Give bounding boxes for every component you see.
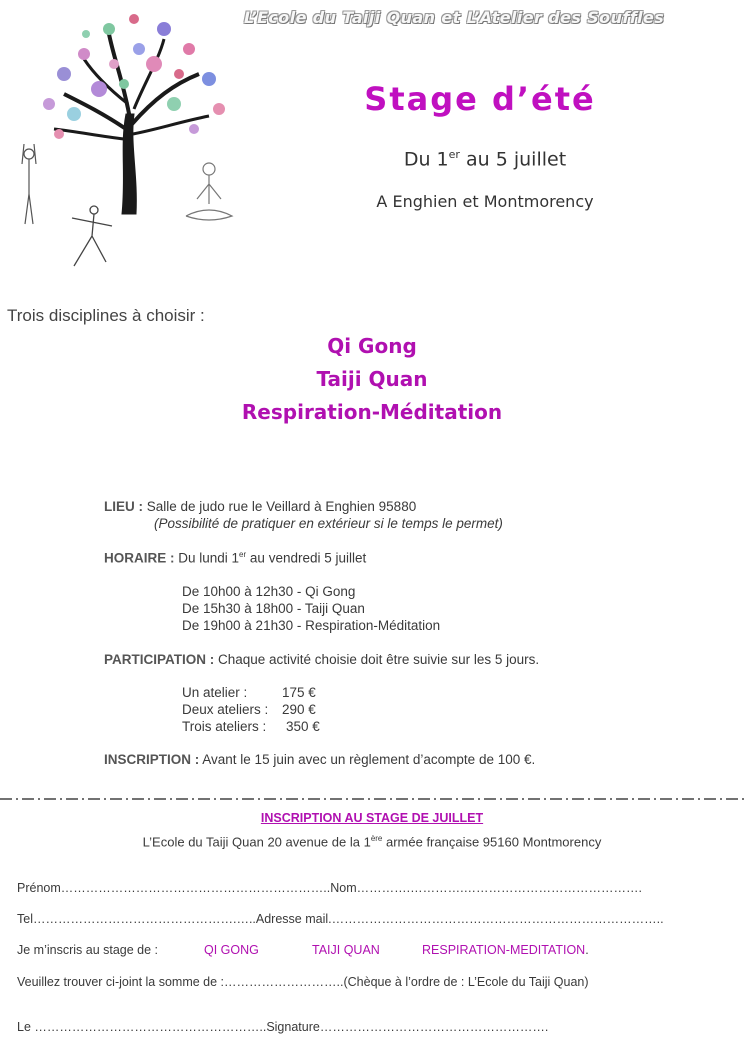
price-row: Deux ateliers : 290 € — [182, 702, 316, 717]
stage-place: A Enghien et Montmorency — [376, 192, 594, 211]
lieu-note: (Possibilité de pratiquer en extérieur si le temps le permet) — [154, 516, 503, 531]
discipline-qi-gong: Qi Gong — [327, 334, 417, 358]
option-qi-gong: QI GONG — [204, 943, 259, 957]
registration-title: INSCRIPTION AU STAGE DE JUILLET — [260, 811, 484, 825]
stage-dates: Du 1er au 5 juillet — [403, 148, 567, 171]
school-address: L’Ecole du Taiji Quan 20 avenue de la 1ère armée française 95160 Montmorency — [142, 834, 602, 850]
cut-line — [0, 798, 744, 800]
tree-illustration — [14, 4, 254, 274]
standing-figure-icon — [22, 144, 36, 224]
discipline-taiji-quan: Taiji Quan — [316, 367, 428, 391]
schedule-item: De 10h00 à 12h30 - Qi Gong — [182, 584, 356, 599]
inscription-line: INSCRIPTION : Avant le 15 juin avec un règlement d’acompte de 100 €. — [104, 752, 536, 767]
stage-title: Stage d’été — [364, 80, 596, 118]
signature-line: Le ………………………………………………..Signature………………………………………………. — [17, 1020, 549, 1034]
option-taiji-quan: TAIJI QUAN — [312, 943, 380, 957]
disciplines-list — [0, 330, 744, 429]
school-name: L’Ecole du Taiji Quan et L’Atelier des Souffles — [244, 8, 665, 27]
enroll-label: Je m’inscris au stage de : — [17, 943, 159, 957]
participation-line: PARTICIPATION : Chaque activité choisie doit être suivie sur les 5 jours. — [104, 652, 540, 667]
contact-fields: Tel………………………………………….…..Adresse mail.…………………………………………………………………….. — [17, 912, 664, 926]
taiji-figure-icon — [72, 206, 112, 266]
schedule-item: De 19h00 à 21h30 - Respiration-Méditation — [182, 618, 441, 633]
option-meditation: RESPIRATION-MEDITATION — [422, 943, 586, 957]
price-row: Un atelier : 175 € — [182, 685, 316, 700]
lieu-line: LIEU : Salle de judo rue le Veillard à Enghien 95880 — [104, 499, 417, 514]
enroll-line: Je m’inscris au stage de : QI GONG TAIJI QUAN RESPIRATION-MEDITATION. — [17, 943, 589, 957]
discipline-meditation: Respiration-Méditation — [241, 400, 503, 424]
horaire-line: HORAIRE : Du lundi 1er au vendredi 5 juillet — [104, 550, 367, 566]
choose-label: Trois disciplines à choisir : — [7, 306, 205, 325]
name-fields: Prénom………………………………………………………..Nom………….………….……………………………………. — [17, 881, 643, 895]
price-row: Trois ateliers : 350 € — [182, 719, 320, 734]
payment-line: Veuillez trouver ci-joint la somme de :………………………..(Chèque à l’ordre de : L’Ecole du Taiji Quan) — [17, 975, 589, 989]
meditation-figure-icon — [186, 163, 232, 220]
tree-icon — [54, 34, 209, 214]
schedule-item: De 15h30 à 18h00 - Taiji Quan — [182, 601, 365, 616]
